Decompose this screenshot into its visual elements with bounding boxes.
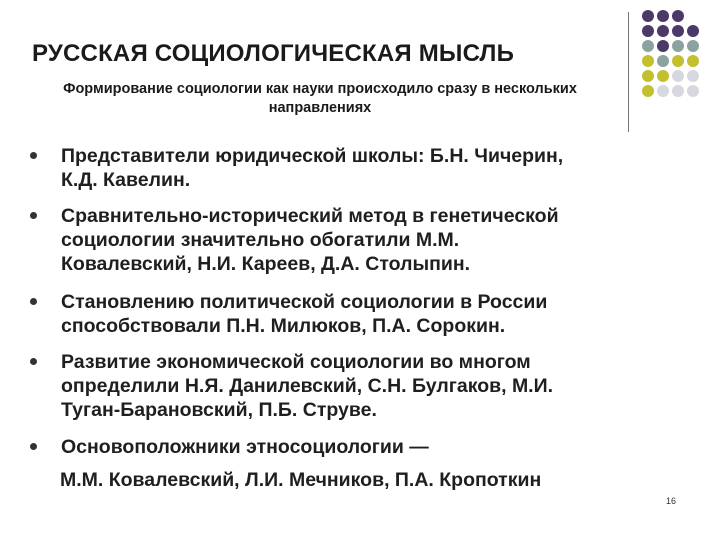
decorative-dot xyxy=(642,70,654,82)
decorative-dot xyxy=(657,85,669,97)
decorative-dot xyxy=(642,55,654,67)
bullet-continuation: М.М. Ковалевский, Л.И. Мечников, П.А. Кропоткин xyxy=(60,469,542,491)
header-divider xyxy=(628,12,629,132)
bullet-text: Представители юридической школы: Б.Н. Чичерин, К.Д. Кавелин. xyxy=(61,145,564,191)
decorative-dot xyxy=(657,25,669,37)
decorative-dot xyxy=(672,70,684,82)
decorative-dot xyxy=(687,85,699,97)
decorative-dot xyxy=(672,85,684,97)
decorative-dot xyxy=(687,25,699,37)
decorative-dot xyxy=(672,55,684,67)
decorative-dot xyxy=(642,40,654,52)
bullet-text: Развитие экономической социологии во многом определили Н.Я. Данилевский, С.Н. Булгаков, М.И. Туган-Барановский, П.Б. Струве. xyxy=(61,351,554,421)
decorative-dot xyxy=(672,40,684,52)
decorative-dot xyxy=(657,70,669,82)
bullet-text: Основоположники этносоциологии — xyxy=(61,436,429,458)
page-number: 16 xyxy=(666,496,677,506)
decorative-dot xyxy=(687,70,699,82)
bullet-text: Становлению политической социологии в России способствовали П.Н. Милюков, П.А. Сорокин. xyxy=(61,291,548,337)
decorative-dot xyxy=(687,40,699,52)
decorative-dot xyxy=(642,10,654,22)
decorative-dot xyxy=(672,10,684,22)
bullet-dot-icon xyxy=(30,152,37,159)
decorative-dot xyxy=(687,55,699,67)
decorative-dot xyxy=(642,25,654,37)
bullet-dot-icon xyxy=(30,298,37,305)
decorative-dot xyxy=(657,55,669,67)
slide-title: РУССКАЯ СОЦИОЛОГИЧЕСКАЯ МЫСЛЬ xyxy=(32,40,515,67)
bullet-dot-icon xyxy=(30,358,37,365)
decorative-dot xyxy=(642,85,654,97)
decorative-dot xyxy=(657,10,669,22)
bullet-dot-icon xyxy=(30,212,37,219)
bullet-text: Сравнительно-исторический метод в генетической социологии значительно обогатили М.М. Ковалевский, Н.И. Кареев, Д.А. Столыпин. xyxy=(61,205,559,275)
bullet-dot-icon xyxy=(30,443,37,450)
slide-subtitle: Формирование социологии как науки происходило сразу в нескольких направлениях xyxy=(63,81,577,116)
decorative-dot xyxy=(672,25,684,37)
decorative-dot xyxy=(657,40,669,52)
